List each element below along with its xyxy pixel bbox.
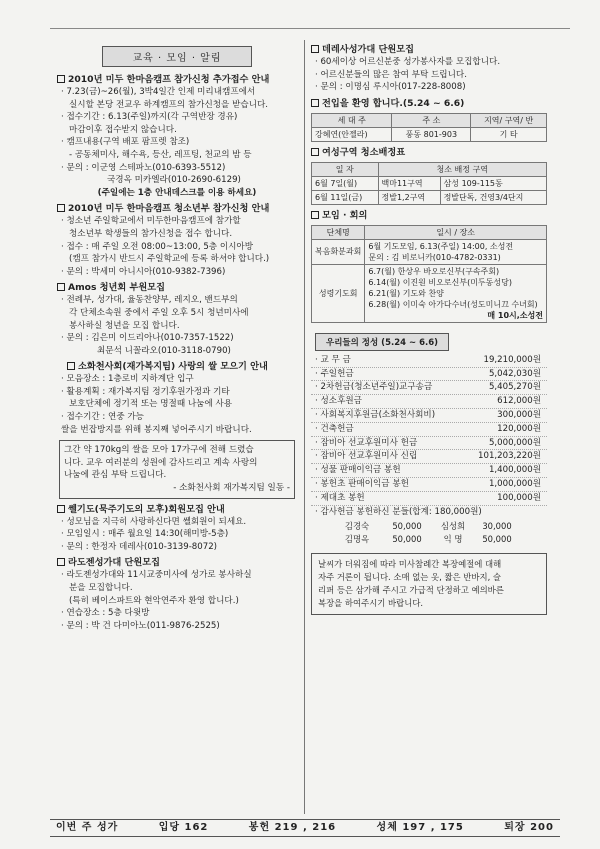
square-bullet-icon xyxy=(311,45,319,53)
teresa-line: · 60세이상 어르신분중 성가봉사자를 모집합니다. xyxy=(315,57,501,67)
teresa-line: · 어르신분들의 많은 참여 부탁 드립니다. xyxy=(315,69,467,80)
youth-camp-line: · 접수 : 매 주일 오전 08:00~13:00, 5층 이시아방 xyxy=(61,241,254,252)
amos-line: 최문석 니꼴라오(010-3118-0790) xyxy=(97,345,231,356)
column-header: 세 대 주 xyxy=(312,113,392,127)
dress-code-note: 날씨가 더워짐에 따라 미사참례간 복장예절에 대해 자주 거론이 됩니다. 소매 없는 옷, 짧은 반바지, 슬 리퍼 등은 삼가해 주시고 가급적 단정하고 예의바른 복장을 하여주시기 바랍니다. xyxy=(311,553,547,615)
box-line: 그간 약 170kg의 쌀을 모아 17가구에 전해 드렸습 xyxy=(64,445,254,456)
box-line: 나눔에 관심 부탁 드립니다. xyxy=(64,470,167,481)
square-bullet-icon xyxy=(57,505,65,513)
square-bullet-icon xyxy=(57,75,65,83)
column-header: 주 소 xyxy=(392,113,471,127)
teresa-line: · 문의 : 이명심 루시아(017-228-8008) xyxy=(315,82,466,93)
column-header: 일시 / 장소 xyxy=(365,225,547,239)
rice-thanks-box xyxy=(59,440,295,498)
section-header: 교육 · 모임 · 알림 xyxy=(102,46,252,67)
square-bullet-icon xyxy=(57,204,65,212)
hymn-offertory: 봉헌 219 , 216 xyxy=(248,822,337,833)
offering-row: · 제대초 봉헌 100,000원 xyxy=(311,492,547,506)
offerings-list xyxy=(311,354,547,506)
offering-row: · 건축헌금 120,000원 xyxy=(311,423,547,437)
newcomer-table xyxy=(311,113,547,142)
offering-row: · 성소후원금 612,000원 xyxy=(311,395,547,409)
camp-line: 마감이후 접수받지 않습니다. xyxy=(69,124,177,135)
square-bullet-icon xyxy=(311,211,319,219)
choir-line: · 문의 : 박 건 다미아노(011-9876-2525) xyxy=(61,620,220,631)
column-header: 지역/ 구역/ 반 xyxy=(471,113,547,127)
choir-title: 라도젠성가대 단원모집 xyxy=(57,556,297,569)
offering-row: · 사회복지후원금(소화천사회비) 300,000원 xyxy=(311,409,547,423)
rice-line: · 접수기간 : 연중 가능 xyxy=(61,412,144,423)
table-row: 강혜연(안젤라) 풍동 801-903 기 타 xyxy=(312,127,547,141)
hymn-communion: 성체 197 , 175 xyxy=(376,822,464,833)
square-bullet-icon xyxy=(311,99,319,107)
table-row: 복음화분과회 6월 기도모임, 6.13(주일) 14:00, 소성전 문의 : 김 비로니카(010-4782-0331) xyxy=(312,239,547,264)
square-bullet-icon xyxy=(57,558,65,566)
offering-row: · 교 무 금 19,210,000원 xyxy=(311,354,547,368)
camp-line: 실시할 본당 전교우 하계캠프의 참가신청을 받습니다. xyxy=(69,99,269,110)
meetings-title: 모임 · 회의 xyxy=(311,209,547,222)
youth-camp-line: 청소년부 학생들의 참가신청을 접수 합니다. xyxy=(69,228,233,239)
table-row: 6월 7일(월) 백마11구역 삼성 109-115동 xyxy=(312,176,547,190)
meetings-table xyxy=(311,225,547,323)
donor-list: 김경숙 50,000 심성희 30,000 김명옥 50,000 익 명 50,000 xyxy=(344,521,512,544)
box-line: - 소화천사회 재가복지팀 일동 - xyxy=(173,483,290,494)
column-header: 단체명 xyxy=(312,225,365,239)
youth-camp-title: 2010년 미두 한마음캠프 청소년부 참가신청 안내 xyxy=(57,202,297,215)
thanks-line: · 감사헌금 봉헌하신 분들(합계: 180,000원) xyxy=(315,506,482,517)
camp-notice-title: 2010년 미두 한마음캠프 참가신청 추가접수 안내 xyxy=(57,73,297,86)
rice-line: · 활용계획 : 재가복지팀 정기후원가정과 기타 xyxy=(61,386,230,397)
camp-line: · 문의 : 이군영 스테파노(010-6393-5512) xyxy=(61,162,226,173)
camp-line: · 캠프내용(구역 배포 팜프렛 참조) xyxy=(61,137,190,148)
teresa-choir-title: 데레사성가대 단원모집 xyxy=(311,43,547,56)
choir-line: (특히 베이스파트와 현악연주자 환영 합니다.) xyxy=(69,595,239,606)
hymn-entrance: 입당 162 xyxy=(158,822,209,833)
youth-camp-line: · 청소년 주일학교에서 미두한마음캠프에 참가할 xyxy=(61,216,241,227)
hymn-label: 이번 주 성가 xyxy=(56,822,119,833)
table-row: 성령기도회 6.7(월) 한상우 바오로신부(구속주회) 6.14(월) 이진원 비오로신부(미두동성당) 6.21(월) 기도와 찬양 6.28(월) 이미숙 아가다수녀(성도미니끄 수녀회) 매 10시,소성전 xyxy=(312,264,547,322)
rosary-title: 쎌기도(묵주기도의 모후)회원모집 안내 xyxy=(57,503,297,516)
right-column xyxy=(311,40,547,615)
column-header: 청소 배정 구역 xyxy=(378,162,547,176)
table-row: 6월 11일(금) 정발1,2구역 정발단독, 건영3/4단지 xyxy=(312,190,547,204)
offering-row: · 봉헌초 판매이익금 봉헌 1,000,000원 xyxy=(311,478,547,492)
top-rule xyxy=(50,28,570,29)
youth-camp-line: (캠프 참가시 반드시 주일학교에 등록 하셔야 합니다.) xyxy=(69,254,270,265)
amos-line: · 문의 : 김은미 이드리아나(010-7357-1522) xyxy=(61,333,234,344)
offering-row: · 2차헌금(청소년주일)교구송금 5,405,270원 xyxy=(311,381,547,395)
cleaning-table xyxy=(311,162,547,205)
square-bullet-icon xyxy=(57,283,65,291)
box-line: 니다. 교우 여러분의 성원에 감사드리고 계속 사랑의 xyxy=(64,457,258,468)
rosary-line: · 문의 : 한정자 데레사(010-3139-8072) xyxy=(61,541,218,552)
column-divider xyxy=(304,40,305,814)
camp-line: - 공동체미사, 해수욕, 등산, 레프팅, 천교의 밤 등 xyxy=(69,149,252,160)
amos-line: 각 단체소속원 중에서 주일 오후 5시 청년미사에 xyxy=(69,307,249,318)
square-bullet-icon xyxy=(67,362,75,370)
rosary-line: · 모임일시 : 매주 월요일 14:30(해미방-5층) xyxy=(61,529,229,540)
offerings-header: 우리들의 정성 (5.24 ~ 6.6) xyxy=(315,333,449,351)
choir-line: · 라도젠성가대와 11시교중미사에 성가로 봉사하실 xyxy=(61,570,252,581)
square-bullet-icon xyxy=(311,148,319,156)
hymn-footer xyxy=(50,819,560,837)
rice-title: 소화천사회(재가복지팀) 사랑의 쌀 모으기 안내 xyxy=(57,360,297,373)
cleaning-title: 여성구역 청소배정표 xyxy=(311,146,547,159)
offering-row: · 잠비아 선교후원미사 헌금 5,000,000원 xyxy=(311,437,547,451)
camp-line: · 7.23(금)~26(월), 3박4일간 인제 미리내캠프에서 xyxy=(61,87,256,97)
rice-line: · 모음장소 : 1층로비 지하계단 입구 xyxy=(61,374,194,385)
camp-line: 국경옥 미카엘라(010-2690-6129) xyxy=(107,175,241,186)
rice-line: 보호단체에 정기적 또는 명절때 나눔에 사용 xyxy=(69,399,233,410)
amos-title: Amos 청년회 부원모집 xyxy=(57,281,297,294)
youth-camp-line: · 문의 : 박세미 아니시아(010-9382-7396) xyxy=(61,266,226,277)
choir-line: 분을 모집합니다. xyxy=(69,583,133,593)
offering-row: · 성물 판매이익금 봉헌 1,400,000원 xyxy=(311,464,547,478)
camp-line: (주일에는 1층 안내데스크를 이용 하세요) xyxy=(97,187,257,198)
choir-line: · 연습장소 : 5층 다윗방 xyxy=(61,608,150,619)
hymn-recessional: 퇴장 200 xyxy=(504,822,554,833)
left-column xyxy=(57,40,297,632)
offering-row: · 주일헌금 5,042,030원 xyxy=(311,368,547,382)
rice-line: 쌀을 번잡방지를 위해 봉지째 넣어주시기 바랍니다. xyxy=(61,424,252,435)
offering-row: · 잠비아 선교후원미사 신립 101,203,220원 xyxy=(311,450,547,464)
camp-line: · 접수기간 : 6.13(주일)까지(각 구역반장 경유) xyxy=(61,112,238,123)
amos-line: 봉사하실 청년을 모집 합니다. xyxy=(69,320,180,331)
rosary-line: · 성모님을 지극히 사랑하신다면 쎌회원이 되세요. xyxy=(61,516,247,527)
welcome-title: 전입을 환영 합니다.(5.24 ~ 6.6) xyxy=(311,97,547,110)
column-header: 일 자 xyxy=(312,162,379,176)
amos-line: · 전례부, 성가대, 율동찬양부, 레지오, 밴드부의 xyxy=(61,295,238,306)
